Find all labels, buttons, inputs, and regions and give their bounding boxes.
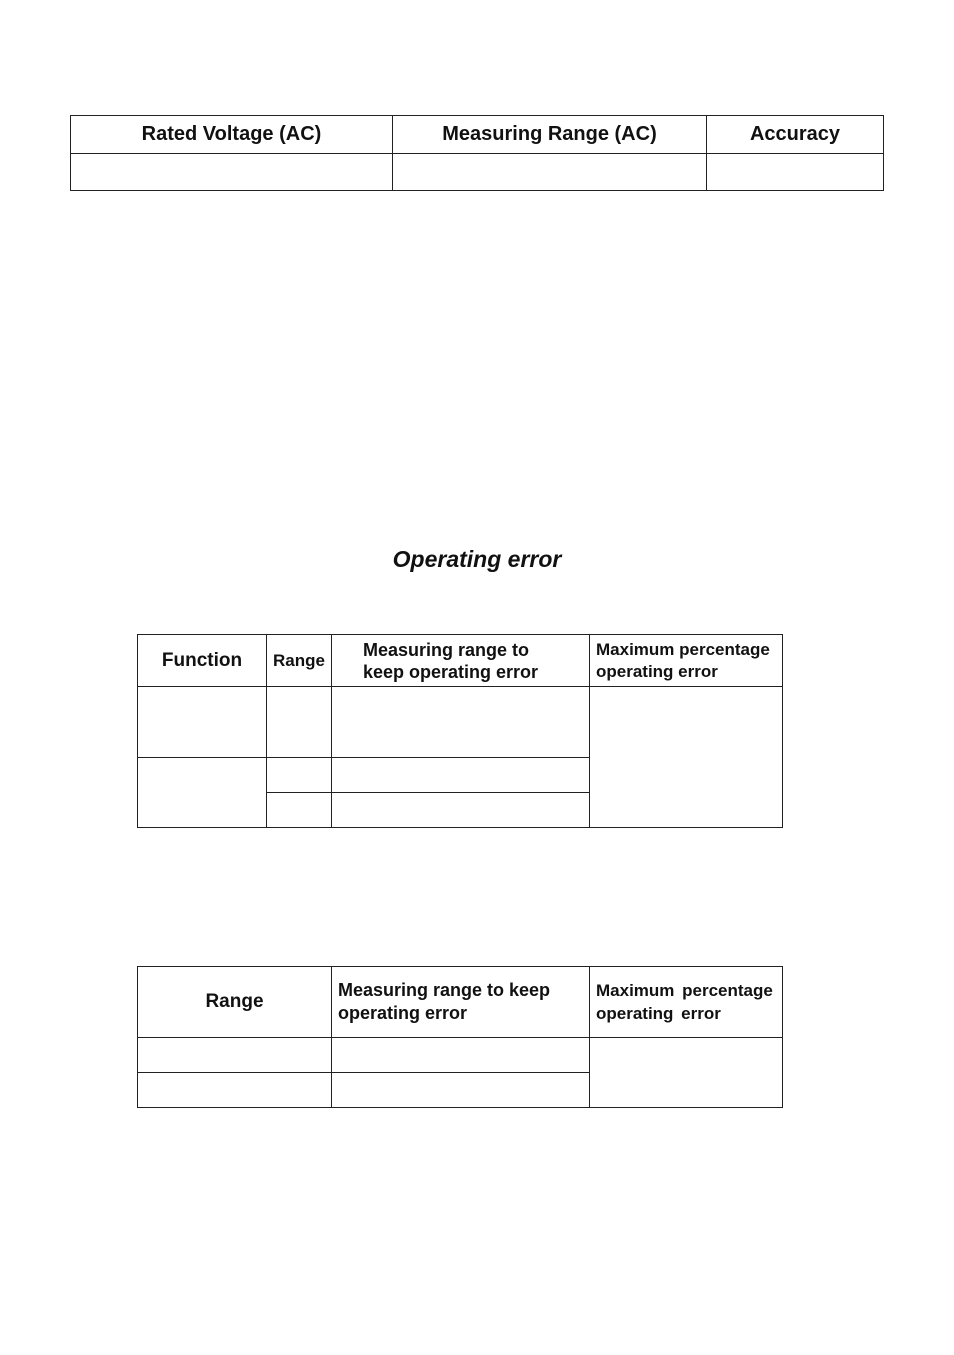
- table-cell: [138, 1038, 332, 1073]
- table-cell: [267, 758, 332, 793]
- table-cell: [138, 1073, 332, 1108]
- table-cell: [393, 154, 707, 191]
- table-row: [71, 154, 884, 191]
- header-line: Measuring range to: [363, 639, 530, 660]
- rated-voltage-table: [70, 115, 884, 191]
- table-cell: [590, 1038, 783, 1108]
- table-cell: [707, 154, 884, 191]
- header-line: keep operating error: [363, 661, 539, 682]
- table-cell: [590, 687, 783, 828]
- table-row: [138, 687, 783, 758]
- header-accuracy: Accuracy: [707, 116, 884, 154]
- function-operating-error-table: [137, 634, 783, 828]
- header-line: Measuring range to keep: [338, 980, 551, 1000]
- table-cell: [138, 758, 267, 828]
- table-cell: [138, 687, 267, 758]
- table-cell: [71, 154, 393, 191]
- table-cell: [332, 1038, 590, 1073]
- header-measuring-range: Measuring Range (AC): [393, 116, 707, 154]
- table-cell: [267, 793, 332, 828]
- range-operating-error-table: [137, 966, 783, 1108]
- header-line: operating error: [596, 1004, 721, 1023]
- table-cell: [332, 758, 590, 793]
- table-header-row: [138, 635, 783, 687]
- header-line: Maximum percentage: [596, 981, 773, 1000]
- header-maximum-percentage-operating-error: [590, 967, 783, 1038]
- header-line: Maximum percentage: [596, 639, 770, 659]
- header-measuring-range-to-keep-operating-error: [332, 635, 590, 687]
- table-header-row: [138, 967, 783, 1038]
- header-rated-voltage: Rated Voltage (AC): [71, 116, 393, 154]
- table-cell: [332, 1073, 590, 1108]
- header-line: operating error: [596, 661, 718, 681]
- table-cell: [332, 687, 590, 758]
- section-title: Operating error: [392, 546, 562, 572]
- header-measuring-range-to-keep-operating-error: [332, 967, 590, 1038]
- header-range: Range: [138, 967, 332, 1038]
- table-row: [138, 1038, 783, 1073]
- header-function: Function: [138, 635, 267, 687]
- header-line: operating error: [338, 1003, 468, 1023]
- table-cell: [332, 793, 590, 828]
- header-range: Range: [267, 635, 332, 687]
- table-cell: [267, 687, 332, 758]
- header-maximum-percentage-operating-error: [590, 635, 783, 687]
- table-header-row: [71, 116, 884, 154]
